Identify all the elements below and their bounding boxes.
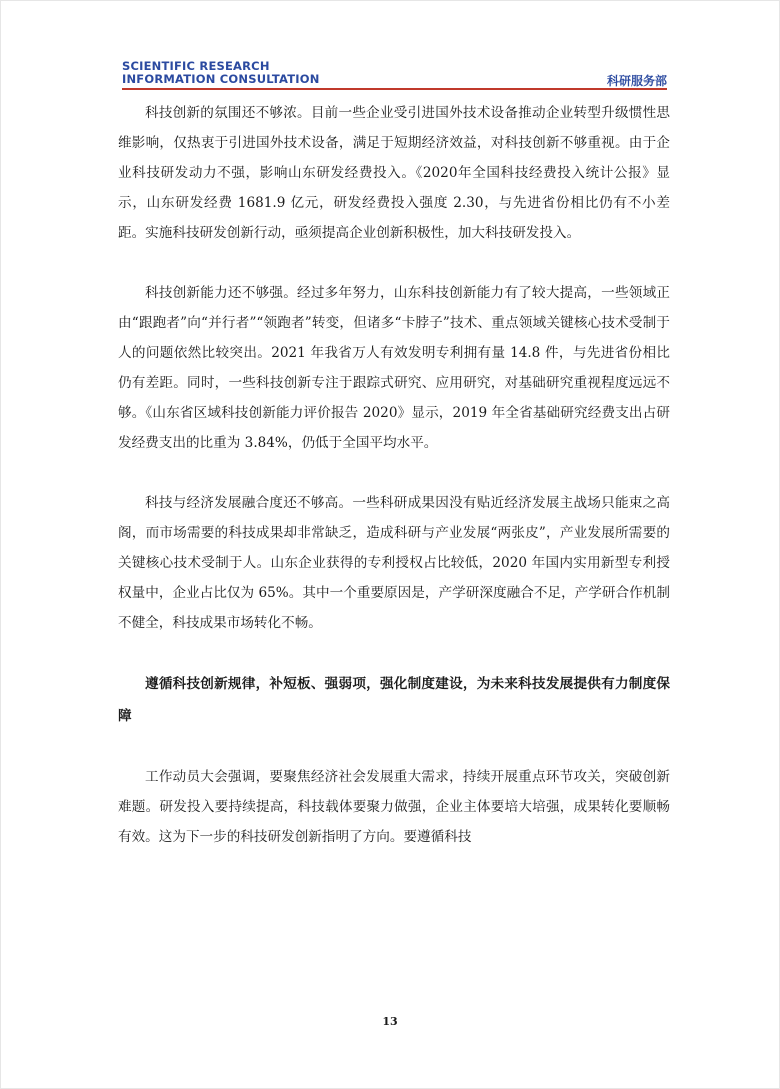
- paragraph-4: 工作动员大会强调，要聚焦经济社会发展重大需求，持续开展重点环节攻关，突破创新难题。研发投入要持续提高，科技载体要聚力做强，企业主体要培大培强，成果转化要顺畅有效。这为下一步的科技研发创新指明了方向。要遵循科技: [118, 769, 670, 845]
- header-title-line1: SCIENTIFIC RESEARCH: [122, 59, 270, 73]
- header-department: 科研服务部: [606, 74, 667, 88]
- page-header: [122, 60, 667, 90]
- paragraph-3: 科技与经济发展融合度还不够高。一些科研成果因没有贴近经济发展主战场只能束之高阁，而市场需要的科技成果却非常缺乏，造成科研与产业发展“两张皮”，产业发展所需要的关键核心技术受制于人。山东企业获得的专利授权占比较低，2020 年国内实用新型专利授权量中，企业占比仅为 65%。其中一个重要原因是，产学研深度融合不足，产学研合作机制不健全，科技成果市场转化不畅。: [118, 495, 670, 631]
- header-title-line2: INFORMATION CONSULTATION: [122, 72, 320, 86]
- page-number: 13: [382, 1015, 398, 1028]
- paragraph-2: 科技创新能力还不够强。经过多年努力，山东科技创新能力有了较大提高，一些领域正由“跟跑者”向“并行者”“领跑者”转变，但诸多“卡脖子”技术、重点领域关键核心技术受制于人的问题依然比较突出。2021 年我省万人有效发明专利拥有量 14.8 件，与先进省份相比仍有差距。同时，一些科技创新专注于跟踪式研究、应用研究，对基础研究重视程度远远不够。《山东省区域科技创新能力评价报告 2020》显示，2019 年全省基础研究经费支出占研发经费支出的比重为 3.84%，仍低于全国平均水平。: [118, 285, 670, 451]
- section-heading: 遵循科技创新规律，补短板、强弱项，强化制度建设，为未来科技发展提供有力制度保障: [118, 676, 670, 724]
- document-body: [118, 98, 670, 882]
- paragraph-1: 科技创新的氛围还不够浓。目前一些企业受引进国外技术设备推动企业转型升级惯性思维影响，仅热衷于引进国外技术设备，满足于短期经济效益，对科技创新不够重视。由于企业科技研发动力不强，影响山东研发经费投入。《2020年全国科技经费投入统计公报》显示，山东研发经费 1681.9 亿元，研发经费投入强度 2.30，与先进省份相比仍有不小差距。实施科技研发创新行动，亟须提高企业创新积极性，加大科技研发投入。: [118, 105, 670, 241]
- header-logo-text: [122, 60, 320, 86]
- header-divider: [122, 88, 667, 90]
